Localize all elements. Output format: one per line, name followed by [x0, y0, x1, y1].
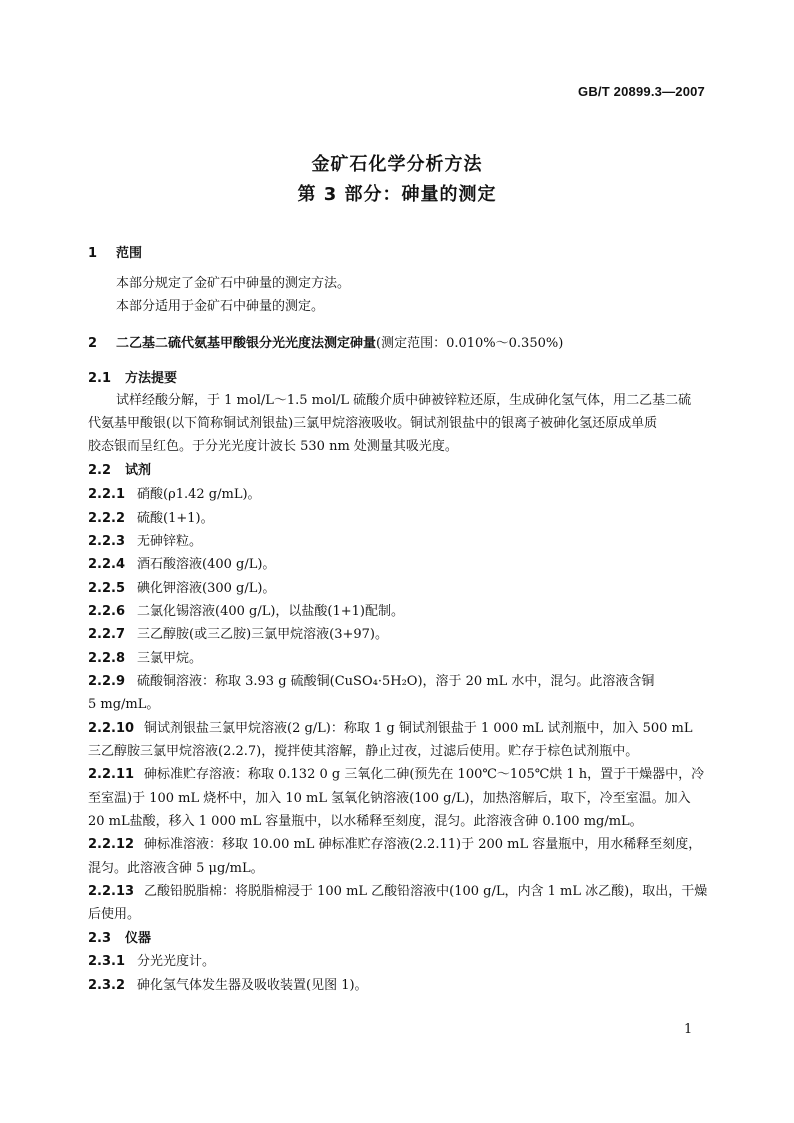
- reagent-item: [88, 510, 214, 528]
- item-text: 硝酸(ρ1.42 g/mL)。: [137, 487, 261, 502]
- item-text: 硫酸铜溶液：称取 3.93 g 硫酸铜(CuSO₄·5H₂O)，溶于 20 mL 水中，混匀。此溶液含铜: [137, 674, 655, 689]
- item-continuation: 后使用。: [88, 907, 141, 922]
- item-number: 2.2.1: [88, 487, 126, 502]
- paragraph-line: 试样经酸分解，于 1 mol/L～1.5 mol/L 硫酸介质中砷被锌粒还原，生成砷化氢气体，用二乙基二硫: [116, 393, 692, 408]
- reagent-item: [88, 673, 654, 691]
- paragraph-line: 胶态银而呈红色。于分光光度计波长 530 nm 处测量其吸光度。: [88, 439, 458, 454]
- document-subtitle: 第 3 部分：砷量的测定: [297, 184, 497, 205]
- item-text: 砷标准溶液：移取 10.00 mL 砷标准贮存溶液(2.2.11)于 200 mL 容量瓶中，用水稀释至刻度，: [144, 837, 702, 852]
- item-number: 2.2.7: [88, 627, 126, 642]
- item-text: 无砷锌粒。: [137, 534, 203, 549]
- item-number: 2.3.1: [88, 954, 126, 969]
- reagent-item: [88, 626, 388, 644]
- reagent-item: [88, 836, 701, 854]
- item-number: 2.2.4: [88, 557, 126, 572]
- reagent-item: [88, 883, 707, 901]
- apparatus-item: [88, 977, 368, 995]
- standard-code: GB/T 20899.3—2007: [578, 84, 705, 99]
- paragraph: 本部分规定了金矿石中砷量的测定方法。: [116, 276, 351, 291]
- item-text: 乙酸铅脱脂棉：将脱脂棉浸于 100 mL 乙酸铅溶液中(100 g/L，内含 1 mL 冰乙酸)，取出，干燥: [144, 884, 708, 899]
- paragraph-line: 代氨基甲酸银(以下简称铜试剂银盐)三氯甲烷溶液吸收。铜试剂银盐中的银离子被砷化氢还原成单质: [88, 416, 658, 431]
- item-text: 三氯甲烷。: [137, 651, 203, 666]
- item-number: 2.2.3: [88, 534, 126, 549]
- section-title: 仪器: [125, 931, 152, 946]
- item-continuation: 20 mL盐酸，移入 1 000 mL 容量瓶中，以水稀释至刻度，混匀。此溶液含砷 0.100 mg/mL。: [88, 814, 643, 829]
- item-text: 碘化钾溶液(300 g/L)。: [137, 581, 276, 596]
- reagent-item: [88, 486, 261, 504]
- item-number: 2.2.12: [88, 837, 135, 852]
- item-continuation: 至室温)于 100 mL 烧杯中，加入 10 mL 氢氧化钠溶液(100 g/L)，加热溶解后，取下，冷至室温。加入: [88, 791, 691, 806]
- item-number: 2.2.5: [88, 581, 126, 596]
- subsection-2-2-heading: [88, 462, 151, 480]
- reagent-item: [88, 720, 692, 738]
- section-number: 2.2: [88, 463, 112, 478]
- subsection-2-1-heading: [88, 370, 177, 388]
- subsection-2-3-heading: [88, 930, 151, 948]
- section-1-heading: [88, 245, 142, 263]
- item-text: 砷标准贮存溶液：称取 0.132 0 g 三氧化二砷(预先在 100℃～105℃烘 1 h，置于干燥器中，冷: [144, 767, 705, 782]
- document-title: 金矿石化学分析方法: [311, 154, 483, 175]
- page-number: 1: [684, 1022, 693, 1037]
- section-title: 试剂: [125, 463, 152, 478]
- section-number: 1: [88, 246, 98, 261]
- section-number: 2.1: [88, 371, 112, 386]
- section-title: 范围: [116, 246, 143, 261]
- reagent-item: [88, 533, 202, 551]
- item-number: 2.2.10: [88, 721, 135, 736]
- section-title: 方法提要: [125, 371, 178, 386]
- paragraph: 本部分适用于金矿石中砷量的测定。: [116, 299, 325, 314]
- item-continuation: 5 mg/mL。: [88, 697, 160, 712]
- item-number: 2.2.13: [88, 884, 135, 899]
- item-text: 酒石酸溶液(400 g/L)。: [137, 557, 276, 572]
- item-continuation: 混匀。此溶液含砷 5 μg/mL。: [88, 861, 264, 876]
- item-number: 2.2.2: [88, 511, 126, 526]
- section-number: 2.3: [88, 931, 112, 946]
- item-number: 2.2.9: [88, 674, 126, 689]
- section-number: 2: [88, 336, 98, 351]
- reagent-item: [88, 766, 704, 784]
- item-text: 分光光度计。: [137, 954, 216, 969]
- reagent-item: [88, 580, 275, 598]
- apparatus-item: [88, 953, 215, 971]
- item-continuation: 三乙醇胺三氯甲烷溶液(2.2.7)，搅拌使其溶解，静止过夜，过滤后使用。贮存于棕色试剂瓶中。: [88, 744, 639, 759]
- item-number: 2.3.2: [88, 978, 126, 993]
- measurement-range: (测定范围：0.010%～0.350%): [376, 336, 564, 351]
- item-text: 砷化氢气体发生器及吸收装置(见图 1)。: [137, 978, 368, 993]
- item-text: 三乙醇胺(或三乙胺)三氯甲烷溶液(3+97)。: [137, 627, 388, 642]
- item-text: 硫酸(1+1)。: [137, 511, 214, 526]
- section-title: 二乙基二硫代氨基甲酸银分光光度法测定砷量: [116, 336, 377, 351]
- item-number: 2.2.8: [88, 651, 126, 666]
- reagent-item: [88, 603, 404, 621]
- item-number: 2.2.11: [88, 767, 135, 782]
- item-text: 铜试剂银盐三氯甲烷溶液(2 g/L)：称取 1 g 铜试剂银盐于 1 000 mL 试剂瓶中，加入 500 mL: [144, 721, 693, 736]
- section-2-heading: [88, 335, 563, 353]
- reagent-item: [88, 556, 275, 574]
- item-number: 2.2.6: [88, 604, 126, 619]
- reagent-item: [88, 650, 202, 668]
- item-text: 二氯化锡溶液(400 g/L)，以盐酸(1+1)配制。: [137, 604, 405, 619]
